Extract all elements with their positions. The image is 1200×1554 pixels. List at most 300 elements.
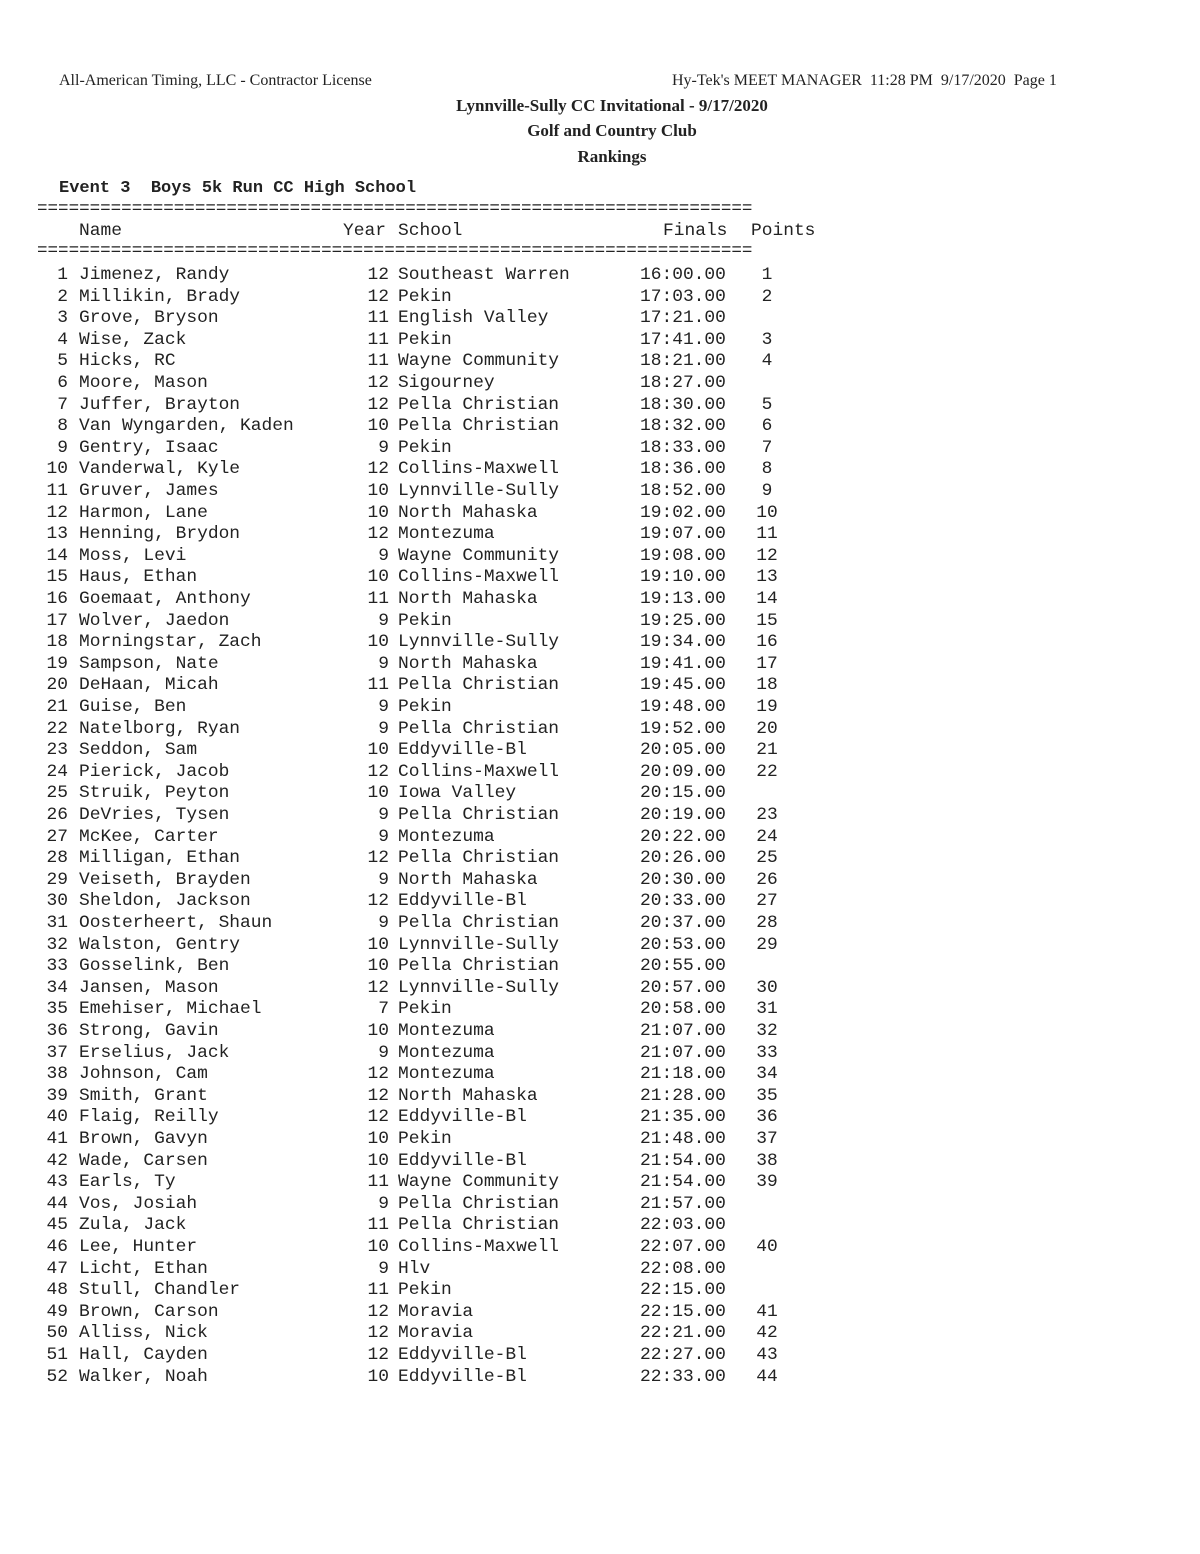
cell-name: Harmon, Lane	[79, 502, 208, 523]
cell-year: 9	[378, 913, 389, 933]
cell-finals: 21:18.00	[640, 1064, 726, 1085]
cell-points: 17	[756, 653, 778, 674]
cell-place: 5	[57, 351, 68, 372]
cell-year: 12	[367, 1345, 389, 1365]
cell-finals: 19:52.00	[640, 718, 726, 739]
cell-finals: 20:19.00	[640, 805, 726, 825]
cell-name: Gosselink, Ben	[79, 956, 230, 977]
cell-points: 19	[756, 697, 778, 717]
cell-school: Collins-Maxwell	[398, 567, 560, 588]
cell-school: Montezuma	[398, 524, 495, 545]
cell-place: 19	[46, 653, 68, 674]
cell-name: Brown, Gavyn	[79, 1129, 208, 1149]
cell-finals: 18:27.00	[640, 373, 726, 393]
cell-year: 9	[378, 805, 389, 825]
cell-year: 12	[367, 265, 389, 285]
cell-finals: 19:08.00	[640, 545, 726, 566]
cell-school: Sigourney	[398, 373, 495, 393]
cell-finals: 21:54.00	[640, 1150, 726, 1171]
cell-points: 26	[756, 869, 778, 890]
cell-year: 11	[367, 329, 389, 350]
cell-finals: 21:54.00	[640, 1172, 726, 1193]
cell-name: Alliss, Nick	[79, 1323, 208, 1344]
cell-year: 12	[367, 1064, 389, 1085]
cell-place: 40	[46, 1107, 68, 1128]
cell-name: Walston, Gentry	[79, 934, 241, 955]
cell-place: 17	[46, 610, 68, 631]
cell-school: Eddyville-Bl	[398, 1366, 527, 1387]
cell-place: 9	[57, 437, 68, 458]
cell-year: 9	[378, 437, 389, 458]
cell-school: Eddyville-Bl	[398, 1150, 527, 1171]
venue-title: Golf and Country Club	[527, 121, 697, 140]
cell-points: 1	[761, 265, 773, 285]
cell-finals: 22:21.00	[640, 1323, 726, 1344]
cell-school: Montezuma	[398, 1021, 495, 1041]
cell-year: 11	[367, 1280, 389, 1301]
cell-finals: 18:32.00	[640, 416, 726, 437]
cell-place: 46	[46, 1237, 68, 1257]
cell-school: Pella Christian	[398, 913, 560, 933]
cell-year: 10	[367, 416, 389, 437]
cell-school: North Mahaska	[398, 653, 538, 674]
cell-points: 24	[756, 826, 778, 847]
cell-school: Montezuma	[398, 1064, 495, 1085]
cell-place: 41	[46, 1129, 68, 1149]
cell-school: Pella Christian	[398, 416, 560, 437]
cell-points: 41	[756, 1301, 778, 1322]
cell-finals: 20:58.00	[640, 999, 726, 1020]
cell-finals: 18:30.00	[640, 394, 726, 415]
cell-finals: 20:09.00	[640, 761, 726, 782]
cell-year: 10	[367, 956, 389, 977]
cell-points: 8	[761, 459, 773, 480]
cell-points: 35	[756, 1085, 778, 1106]
cell-finals: 19:13.00	[640, 589, 726, 609]
cell-place: 7	[57, 394, 68, 415]
report-title: Rankings	[577, 147, 647, 166]
cell-finals: 19:45.00	[640, 675, 726, 696]
cell-place: 37	[46, 1042, 68, 1063]
cell-name: Oosterheert, Shaun	[79, 913, 273, 933]
cell-name: Sheldon, Jackson	[79, 891, 251, 912]
cell-points: 42	[756, 1323, 778, 1344]
cell-year: 10	[367, 502, 389, 523]
cell-school: Lynnville-Sully	[398, 481, 560, 501]
cell-name: Strong, Gavin	[79, 1021, 219, 1041]
cell-year: 9	[378, 869, 389, 890]
cell-finals: 21:35.00	[640, 1107, 726, 1128]
cell-place: 34	[46, 977, 68, 998]
cell-place: 36	[46, 1021, 68, 1041]
cell-place: 31	[46, 913, 68, 933]
cell-points: 7	[761, 437, 773, 458]
cell-place: 14	[46, 545, 68, 566]
cell-name: McKee, Carter	[79, 826, 219, 847]
cell-place: 32	[46, 934, 68, 955]
cell-name: Grove, Bryson	[79, 308, 219, 329]
cell-place: 22	[46, 718, 68, 739]
cell-points: 9	[761, 481, 773, 501]
cell-year: 9	[378, 653, 389, 674]
header-rule: ====================================================================	[37, 241, 753, 261]
cell-finals: 20:15.00	[640, 783, 726, 804]
cell-place: 24	[46, 761, 68, 782]
cell-year: 10	[367, 1021, 389, 1041]
cell-points: 32	[756, 1021, 778, 1041]
cell-finals: 16:00.00	[640, 265, 726, 285]
cell-finals: 22:27.00	[640, 1345, 726, 1365]
cell-year: 11	[367, 675, 389, 696]
cell-name: Pierick, Jacob	[79, 761, 230, 782]
cell-year: 12	[367, 1107, 389, 1128]
cell-finals: 18:52.00	[640, 481, 726, 501]
cell-name: Vanderwal, Kyle	[79, 459, 241, 480]
cell-name: Licht, Ethan	[79, 1258, 208, 1279]
cell-school: North Mahaska	[398, 869, 538, 890]
cell-year: 11	[367, 308, 389, 329]
cell-place: 39	[46, 1085, 68, 1106]
cell-year: 9	[378, 826, 389, 847]
cell-school: Pekin	[398, 610, 452, 631]
cell-name: Veiseth, Brayden	[79, 869, 251, 890]
cell-points: 3	[761, 329, 773, 350]
cell-school: North Mahaska	[398, 502, 538, 523]
cell-finals: 22:08.00	[640, 1258, 726, 1279]
cell-finals: 19:07.00	[640, 524, 726, 545]
cell-year: 10	[367, 1366, 389, 1387]
cell-points: 34	[756, 1064, 778, 1085]
column-header-name: Name	[79, 221, 122, 241]
cell-name: Struik, Peyton	[79, 783, 230, 804]
cell-name: Emehiser, Michael	[79, 999, 262, 1020]
cell-school: Collins-Maxwell	[398, 1237, 560, 1257]
cell-place: 48	[46, 1280, 68, 1301]
cell-finals: 19:41.00	[640, 653, 726, 674]
cell-points: 4	[761, 351, 773, 372]
cell-year: 12	[367, 977, 389, 998]
cell-name: Johnson, Cam	[79, 1064, 208, 1085]
cell-finals: 20:05.00	[640, 740, 726, 761]
cell-school: Lynnville-Sully	[398, 632, 560, 653]
cell-year: 9	[378, 697, 389, 717]
cell-year: 10	[367, 934, 389, 955]
meet-manager-header: Hy-Tek's MEET MANAGER 11:28 PM 9/17/2020 Page 1	[672, 72, 1057, 89]
cell-year: 10	[367, 1237, 389, 1257]
cell-name: Millikin, Brady	[79, 286, 241, 307]
cell-place: 30	[46, 891, 68, 912]
cell-place: 12	[46, 502, 68, 523]
cell-name: Seddon, Sam	[79, 740, 198, 761]
cell-school: Wayne Community	[398, 545, 560, 566]
cell-points: 38	[756, 1150, 778, 1171]
cell-name: Flaig, Reilly	[79, 1107, 219, 1128]
cell-name: Gruver, James	[79, 481, 219, 501]
cell-school: English Valley	[398, 308, 549, 329]
cell-points: 15	[756, 610, 778, 631]
cell-place: 42	[46, 1150, 68, 1171]
cell-finals: 20:22.00	[640, 826, 726, 847]
cell-year: 11	[367, 1172, 389, 1193]
cell-finals: 19:02.00	[640, 502, 726, 523]
cell-year: 11	[367, 589, 389, 609]
cell-place: 2	[57, 286, 68, 307]
cell-points: 16	[756, 632, 778, 653]
cell-school: Hlv	[398, 1258, 431, 1279]
cell-school: Pekin	[398, 1129, 452, 1149]
cell-place: 13	[46, 524, 68, 545]
cell-year: 9	[378, 545, 389, 566]
column-header-school: School	[398, 221, 463, 241]
cell-name: Jansen, Mason	[79, 977, 219, 998]
cell-finals: 21:07.00	[640, 1021, 726, 1041]
cell-place: 44	[46, 1193, 68, 1214]
cell-place: 28	[46, 848, 68, 869]
cell-year: 7	[378, 999, 389, 1020]
cell-year: 12	[367, 891, 389, 912]
cell-place: 8	[57, 416, 68, 437]
event-title: Event 3 Boys 5k Run CC High School	[59, 179, 417, 198]
cell-school: Pekin	[398, 1280, 452, 1301]
cell-place: 10	[46, 459, 68, 480]
cell-place: 20	[46, 675, 68, 696]
cell-year: 9	[378, 718, 389, 739]
cell-school: Pella Christian	[398, 718, 560, 739]
cell-school: Pekin	[398, 329, 452, 350]
cell-place: 16	[46, 589, 68, 609]
cell-finals: 21:28.00	[640, 1085, 726, 1106]
cell-name: Natelborg, Ryan	[79, 718, 241, 739]
cell-points: 37	[756, 1129, 778, 1149]
cell-place: 51	[46, 1345, 68, 1365]
cell-year: 12	[367, 286, 389, 307]
cell-finals: 18:33.00	[640, 437, 726, 458]
cell-name: Van Wyngarden, Kaden	[79, 416, 294, 437]
cell-year: 10	[367, 783, 389, 804]
cell-finals: 20:53.00	[640, 934, 726, 955]
cell-place: 49	[46, 1301, 68, 1322]
cell-school: Pekin	[398, 697, 452, 717]
cell-year: 10	[367, 481, 389, 501]
cell-finals: 22:33.00	[640, 1366, 726, 1387]
cell-name: Hicks, RC	[79, 351, 176, 372]
cell-finals: 17:21.00	[640, 308, 726, 329]
column-header-year: Year	[343, 221, 386, 241]
cell-school: Lynnville-Sully	[398, 934, 560, 955]
cell-points: 23	[756, 805, 778, 825]
cell-points: 25	[756, 848, 778, 869]
cell-school: Wayne Community	[398, 1172, 560, 1193]
cell-points: 27	[756, 891, 778, 912]
cell-place: 23	[46, 740, 68, 761]
cell-name: Wise, Zack	[79, 329, 187, 350]
cell-points: 12	[756, 545, 778, 566]
cell-finals: 22:07.00	[640, 1237, 726, 1257]
cell-school: Pella Christian	[398, 1193, 560, 1214]
cell-name: Goemaat, Anthony	[79, 589, 251, 609]
cell-name: Jimenez, Randy	[79, 265, 230, 285]
cell-year: 11	[367, 1215, 389, 1236]
cell-name: Haus, Ethan	[79, 567, 198, 588]
cell-school: Wayne Community	[398, 351, 560, 372]
cell-school: Pella Christian	[398, 1215, 560, 1236]
cell-school: Montezuma	[398, 1042, 495, 1063]
cell-place: 25	[46, 783, 68, 804]
cell-year: 10	[367, 740, 389, 761]
top-rule: ====================================================================	[37, 199, 753, 219]
cell-points: 14	[756, 589, 778, 609]
cell-school: Southeast Warren	[398, 265, 570, 285]
cell-year: 9	[378, 610, 389, 631]
cell-finals: 19:48.00	[640, 697, 726, 717]
cell-points: 31	[756, 999, 778, 1020]
cell-school: Eddyville-Bl	[398, 740, 527, 761]
column-header-finals: Finals	[663, 221, 728, 241]
cell-place: 1	[57, 265, 68, 285]
cell-name: Walker, Noah	[79, 1366, 208, 1387]
cell-place: 33	[46, 956, 68, 977]
cell-points: 20	[756, 718, 778, 739]
cell-school: Pella Christian	[398, 805, 560, 825]
cell-school: Lynnville-Sully	[398, 977, 560, 998]
cell-year: 12	[367, 1085, 389, 1106]
cell-place: 50	[46, 1323, 68, 1344]
cell-points: 10	[756, 502, 778, 523]
cell-school: Eddyville-Bl	[398, 891, 527, 912]
cell-school: Eddyville-Bl	[398, 1345, 527, 1365]
cell-school: Montezuma	[398, 826, 495, 847]
cell-year: 10	[367, 1150, 389, 1171]
cell-name: Wade, Carsen	[79, 1150, 208, 1171]
cell-name: Moss, Levi	[79, 545, 187, 566]
cell-name: Morningstar, Zach	[79, 632, 262, 653]
cell-place: 21	[46, 697, 68, 717]
cell-points: 13	[756, 567, 778, 588]
cell-points: 21	[756, 740, 778, 761]
column-header-points: Points	[751, 221, 816, 241]
cell-points: 40	[756, 1237, 778, 1257]
cell-points: 36	[756, 1107, 778, 1128]
cell-points: 30	[756, 977, 778, 998]
cell-name: Zula, Jack	[79, 1215, 187, 1236]
cell-points: 5	[761, 394, 773, 415]
cell-place: 26	[46, 805, 68, 825]
cell-name: Earls, Ty	[79, 1172, 176, 1193]
cell-finals: 18:36.00	[640, 459, 726, 480]
cell-finals: 21:07.00	[640, 1042, 726, 1063]
cell-year: 12	[367, 1323, 389, 1344]
cell-place: 3	[57, 308, 68, 329]
cell-name: Brown, Carson	[79, 1301, 219, 1322]
cell-finals: 21:48.00	[640, 1129, 726, 1149]
cell-name: Smith, Grant	[79, 1085, 208, 1106]
cell-place: 18	[46, 632, 68, 653]
cell-school: Moravia	[398, 1301, 474, 1322]
cell-points: 44	[756, 1366, 778, 1387]
cell-name: Stull, Chandler	[79, 1280, 241, 1301]
cell-year: 12	[367, 459, 389, 480]
cell-place: 47	[46, 1258, 68, 1279]
cell-points: 18	[756, 675, 778, 696]
cell-finals: 20:33.00	[640, 891, 726, 912]
cell-school: Pella Christian	[398, 848, 560, 869]
cell-place: 4	[57, 329, 68, 350]
cell-name: Sampson, Nate	[79, 653, 219, 674]
cell-finals: 19:34.00	[640, 632, 726, 653]
cell-place: 52	[46, 1366, 68, 1387]
cell-year: 9	[378, 1042, 389, 1063]
cell-points: 11	[756, 524, 778, 545]
meet-title: Lynnville-Sully CC Invitational - 9/17/2020	[456, 96, 768, 115]
cell-place: 6	[57, 373, 68, 393]
cell-finals: 19:10.00	[640, 567, 726, 588]
cell-name: Moore, Mason	[79, 373, 208, 393]
cell-finals: 20:57.00	[640, 977, 726, 998]
cell-place: 29	[46, 869, 68, 890]
cell-school: Pella Christian	[398, 956, 560, 977]
cell-name: Gentry, Isaac	[79, 437, 219, 458]
cell-year: 12	[367, 373, 389, 393]
cell-finals: 20:30.00	[640, 869, 726, 890]
cell-finals: 19:25.00	[640, 610, 726, 631]
cell-school: Pella Christian	[398, 675, 560, 696]
cell-name: Wolver, Jaedon	[79, 610, 230, 631]
cell-points: 6	[761, 416, 773, 437]
cell-year: 10	[367, 1129, 389, 1149]
cell-year: 12	[367, 848, 389, 869]
cell-points: 33	[756, 1042, 778, 1063]
cell-finals: 17:41.00	[640, 329, 726, 350]
cell-place: 11	[46, 481, 68, 501]
cell-place: 35	[46, 999, 68, 1020]
cell-name: Guise, Ben	[79, 697, 187, 717]
cell-points: 39	[756, 1172, 778, 1193]
cell-points: 22	[756, 761, 778, 782]
cell-name: Henning, Brydon	[79, 524, 241, 545]
cell-name: Erselius, Jack	[79, 1042, 230, 1063]
cell-school: North Mahaska	[398, 1085, 538, 1106]
cell-year: 12	[367, 1301, 389, 1322]
cell-name: Juffer, Brayton	[79, 394, 241, 415]
cell-place: 15	[46, 567, 68, 588]
cell-school: Pekin	[398, 286, 452, 307]
cell-finals: 22:03.00	[640, 1215, 726, 1236]
cell-year: 9	[378, 1258, 389, 1279]
cell-finals: 21:57.00	[640, 1193, 726, 1214]
cell-place: 27	[46, 826, 68, 847]
cell-school: Collins-Maxwell	[398, 459, 560, 480]
cell-year: 10	[367, 632, 389, 653]
cell-finals: 20:37.00	[640, 913, 726, 933]
column-header-row	[0, 221, 816, 242]
cell-name: Vos, Josiah	[79, 1193, 198, 1214]
cell-finals: 22:15.00	[640, 1301, 726, 1322]
cell-year: 12	[367, 524, 389, 545]
cell-finals: 20:26.00	[640, 848, 726, 869]
cell-points: 43	[756, 1345, 778, 1365]
cell-name: Lee, Hunter	[79, 1237, 198, 1257]
cell-place: 38	[46, 1064, 68, 1085]
cell-finals: 17:03.00	[640, 286, 726, 307]
cell-school: Pekin	[398, 437, 452, 458]
cell-name: DeVries, Tysen	[79, 805, 230, 825]
cell-points: 2	[761, 286, 773, 307]
cell-school: Moravia	[398, 1323, 474, 1344]
cell-school: Pekin	[398, 999, 452, 1020]
cell-year: 10	[367, 567, 389, 588]
cell-school: Collins-Maxwell	[398, 761, 560, 782]
cell-points: 28	[756, 913, 778, 933]
